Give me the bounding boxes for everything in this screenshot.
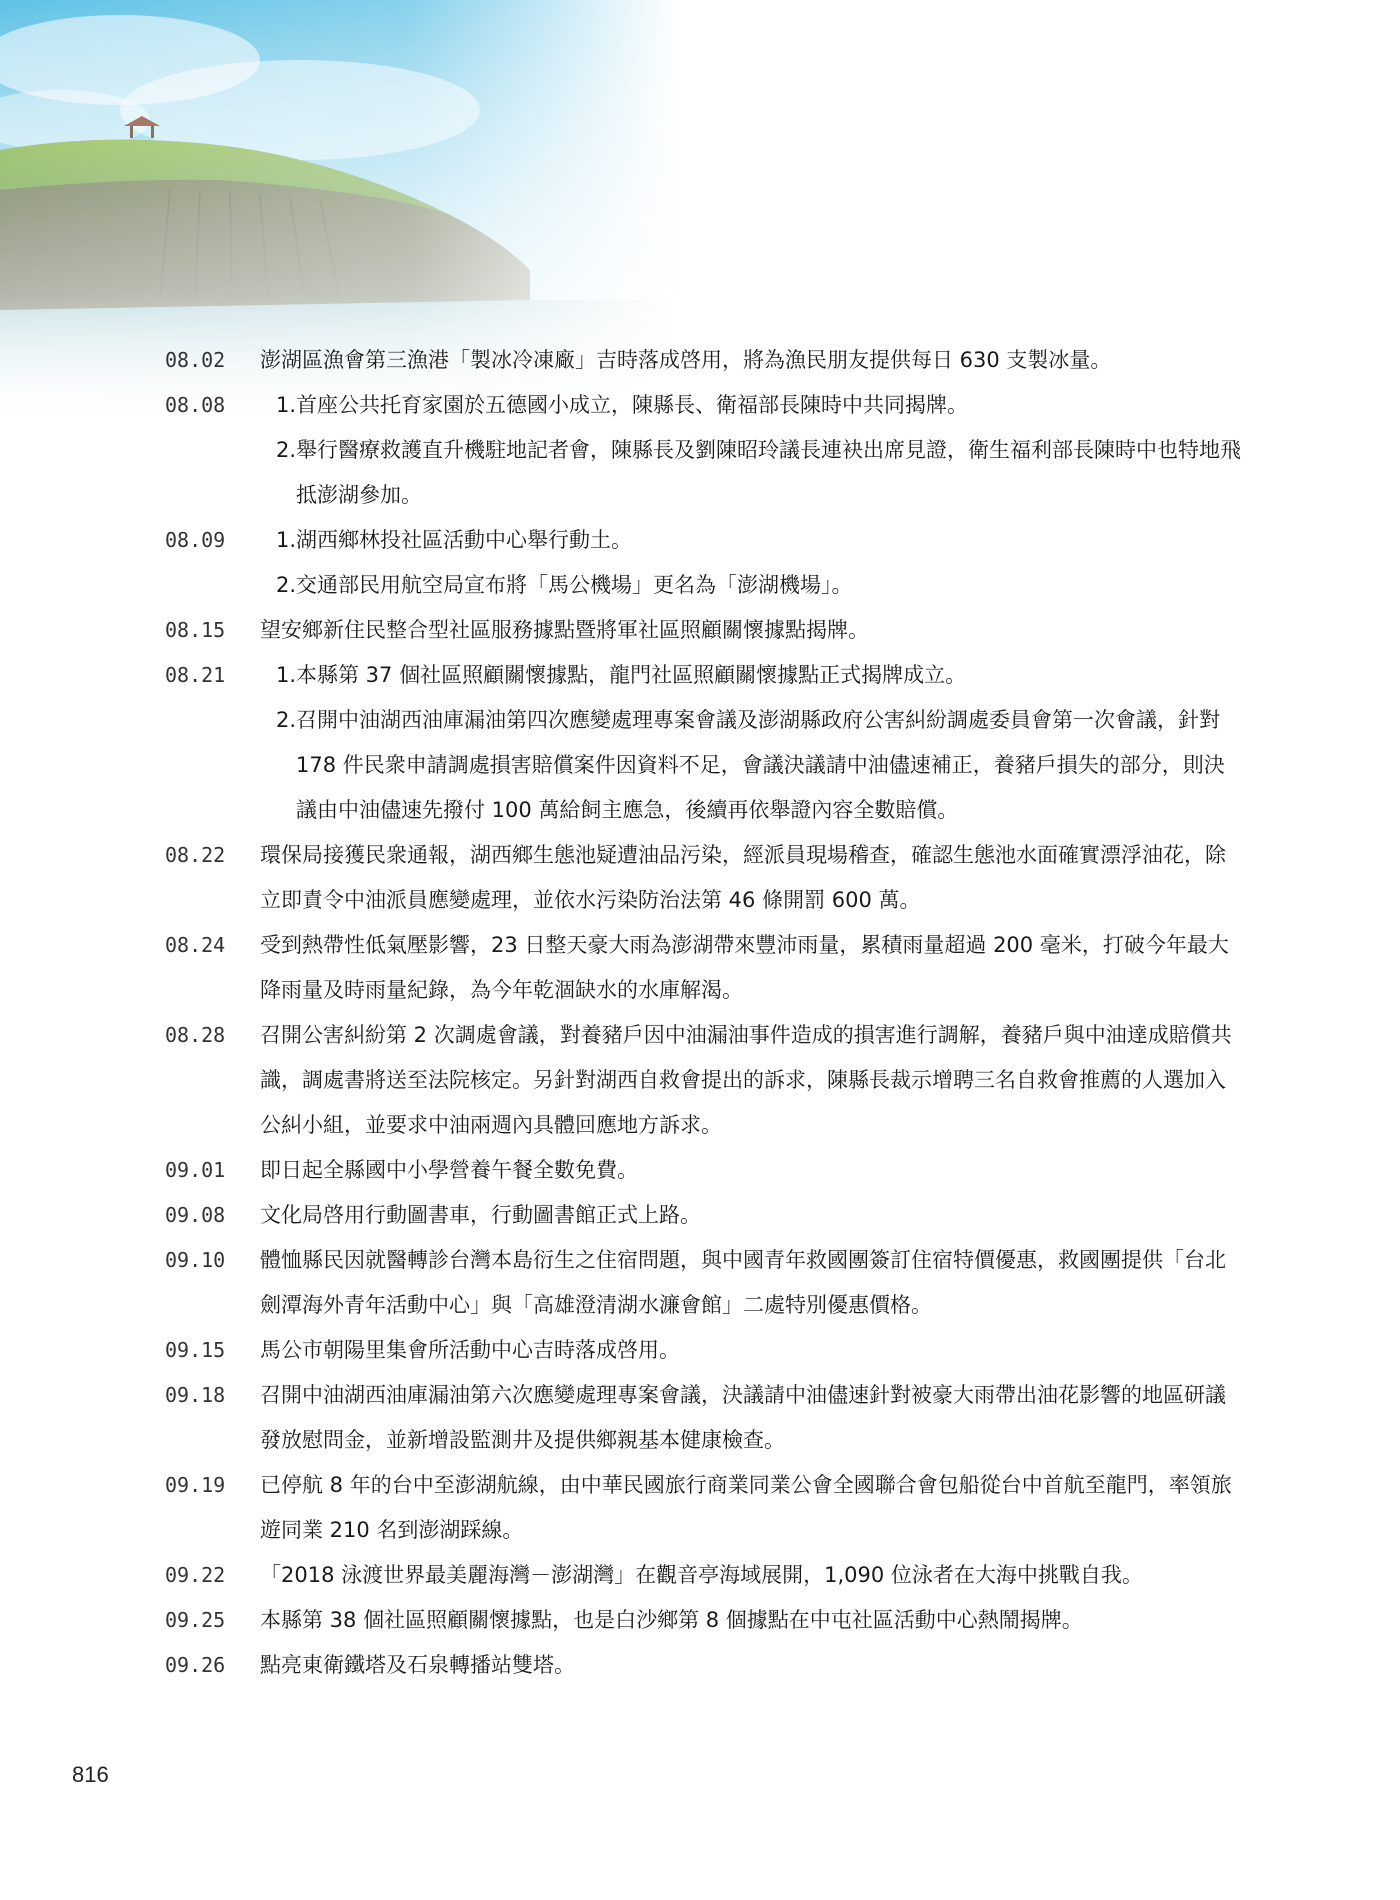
entry-date: 09.26	[165, 1653, 226, 1677]
chronology-entry	[165, 383, 1245, 518]
entry-date: 09.25	[165, 1608, 226, 1632]
entry-text: 受到熱帶性低氣壓影響，23 日整天豪大雨為澎湖帶來豐沛雨量，累積雨量超過 200 毫米，打破今年最大降雨量及時雨量紀錄，為今年乾涸缺水的水庫解渴。	[260, 933, 1229, 1002]
chronology-entry	[165, 608, 1245, 653]
sub-item-number: 2.	[275, 708, 296, 732]
chronology-entry	[165, 1553, 1245, 1598]
chronology-entry	[165, 1373, 1245, 1463]
entry-text: 本縣第 38 個社區照顧關懷據點，也是白沙鄉第 8 個據點在中屯社區活動中心熱鬧揭牌。	[260, 1608, 1083, 1632]
chronology-entry	[165, 1148, 1245, 1193]
sub-item-number: 2.	[275, 438, 296, 462]
chronology-entry	[165, 518, 1245, 608]
entry-date: 08.21	[165, 663, 226, 687]
sub-item-number: 2.	[275, 573, 296, 597]
sub-item-text: 首座公共托育家園於五德國小成立，陳縣長、衛福部長陳時中共同揭牌。	[296, 393, 968, 417]
entry-body	[260, 1238, 1245, 1328]
entry-date: 08.02	[165, 348, 226, 372]
entry-text: 點亮東衛鐵塔及石泉轉播站雙塔。	[260, 1653, 575, 1677]
chronology-entry	[165, 338, 1245, 383]
entry-text: 即日起全縣國中小學營養午餐全數免費。	[260, 1158, 638, 1182]
entry-date: 09.10	[165, 1248, 226, 1272]
entry-body	[260, 1553, 1245, 1598]
entry-sub-item	[260, 428, 1245, 518]
entry-date: 09.19	[165, 1473, 226, 1497]
entry-date: 08.09	[165, 528, 226, 552]
sub-item-text: 交通部民用航空局宣布將「馬公機場」更名為「澎湖機場」。	[296, 573, 853, 597]
chronology-list	[165, 338, 1245, 1688]
chronology-entry	[165, 1643, 1245, 1688]
entry-text: 環保局接獲民衆通報，湖西鄉生態池疑遭油品污染，經派員現場稽查，確認生態池水面確實漂浮油花，除立即責令中油派員應變處理，並依水污染防治法第 46 條開罰 600 萬。	[260, 843, 1226, 912]
entry-sub-item	[260, 563, 1245, 608]
entry-body	[260, 1643, 1245, 1688]
page-number: 816	[72, 1762, 109, 1787]
entry-date: 09.08	[165, 1203, 226, 1227]
entry-date: 08.08	[165, 393, 226, 417]
entry-body	[260, 1598, 1245, 1643]
sub-item-text: 召開中油湖西油庫漏油第四次應變處理專案會議及澎湖縣政府公害糾紛調處委員會第一次會議，針對 178 件民衆申請調處損害賠償案件因資料不足，會議決議請中油儘速補正，養豬戶損失的部分，則決議由中油儘速先撥付 100 萬給飼主應急，後續再依舉證內容全數賠償。	[296, 708, 1225, 822]
entry-date: 08.22	[165, 843, 226, 867]
entry-body	[260, 1463, 1245, 1553]
chronology-entry	[165, 1463, 1245, 1553]
chronology-entry	[165, 1013, 1245, 1148]
entry-date: 09.22	[165, 1563, 226, 1587]
entry-body	[260, 653, 1245, 833]
sub-item-text: 湖西鄉林投社區活動中心舉行動土。	[296, 528, 632, 552]
entry-date: 09.01	[165, 1158, 226, 1182]
chronology-entry	[165, 1238, 1245, 1328]
entry-body	[260, 1328, 1245, 1373]
sub-item-number: 1.	[275, 663, 296, 687]
entry-body	[260, 518, 1245, 608]
sub-item-number: 1.	[275, 528, 296, 552]
entry-text: 召開公害糾紛第 2 次調處會議，對養豬戶因中油漏油事件造成的損害進行調解，養豬戶與中油達成賠償共識，調處書將送至法院核定。另針對湖西自救會提出的訴求，陳縣長裁示增聘三名自救會推薦的人選加入公糾小組，並要求中油兩週內具體回應地方訴求。	[260, 1023, 1232, 1137]
entry-text: 「2018 泳渡世界最美麗海灣－澎湖灣」在觀音亭海域展開，1,090 位泳者在大海中挑戰自我。	[260, 1563, 1143, 1587]
entry-body	[260, 1193, 1245, 1238]
chronology-entry	[165, 1328, 1245, 1373]
chronology-entry	[165, 1193, 1245, 1238]
entry-body	[260, 383, 1245, 518]
entry-text: 馬公市朝陽里集會所活動中心吉時落成啓用。	[260, 1338, 680, 1362]
sub-item-number: 1.	[275, 393, 296, 417]
entry-sub-item	[260, 698, 1245, 833]
entry-body	[260, 1148, 1245, 1193]
entry-sub-item	[260, 383, 1245, 428]
sub-item-text: 舉行醫療救護直升機駐地記者會，陳縣長及劉陳昭玲議長連袂出席見證，衛生福利部長陳時中也特地飛抵澎湖參加。	[296, 438, 1241, 507]
entry-body	[260, 608, 1245, 653]
entry-text: 望安鄉新住民整合型社區服務據點暨將軍社區照顧關懷據點揭牌。	[260, 618, 869, 642]
chronology-entry	[165, 653, 1245, 833]
entry-body	[260, 833, 1245, 923]
entry-body	[260, 1013, 1245, 1148]
entry-date: 08.28	[165, 1023, 226, 1047]
chronology-entry	[165, 1598, 1245, 1643]
chronology-entry	[165, 833, 1245, 923]
chronology-entry	[165, 923, 1245, 1013]
entry-date: 08.15	[165, 618, 226, 642]
entry-body	[260, 923, 1245, 1013]
entry-sub-item	[260, 518, 1245, 563]
entry-text: 體恤縣民因就醫轉診台灣本島衍生之住宿問題，與中國青年救國團簽訂住宿特價優惠，救國團提供「台北劍潭海外青年活動中心」與「高雄澄清湖水濂會館」二處特別優惠價格。	[260, 1248, 1226, 1317]
entry-text: 澎湖區漁會第三漁港「製冰冷凍廠」吉時落成啓用，將為漁民朋友提供每日 630 支製冰量。	[260, 348, 1112, 372]
entry-text: 文化局啓用行動圖書車，行動圖書館正式上路。	[260, 1203, 701, 1227]
sub-item-text: 本縣第 37 個社區照顧關懷據點，龍門社區照顧關懷據點正式揭牌成立。	[296, 663, 967, 687]
entry-body	[260, 338, 1245, 383]
entry-text: 已停航 8 年的台中至澎湖航線，由中華民國旅行商業同業公會全國聯合會包船從台中首航至龍門，率領旅遊同業 210 名到澎湖踩線。	[260, 1473, 1232, 1542]
entry-text: 召開中油湖西油庫漏油第六次應變處理專案會議，決議請中油儘速針對被豪大雨帶出油花影響的地區研議發放慰問金，並新增設監測井及提供鄉親基本健康檢查。	[260, 1383, 1226, 1452]
entry-date: 09.15	[165, 1338, 226, 1362]
entry-sub-item	[260, 653, 1245, 698]
entry-date: 09.18	[165, 1383, 226, 1407]
entry-body	[260, 1373, 1245, 1463]
entry-date: 08.24	[165, 933, 226, 957]
